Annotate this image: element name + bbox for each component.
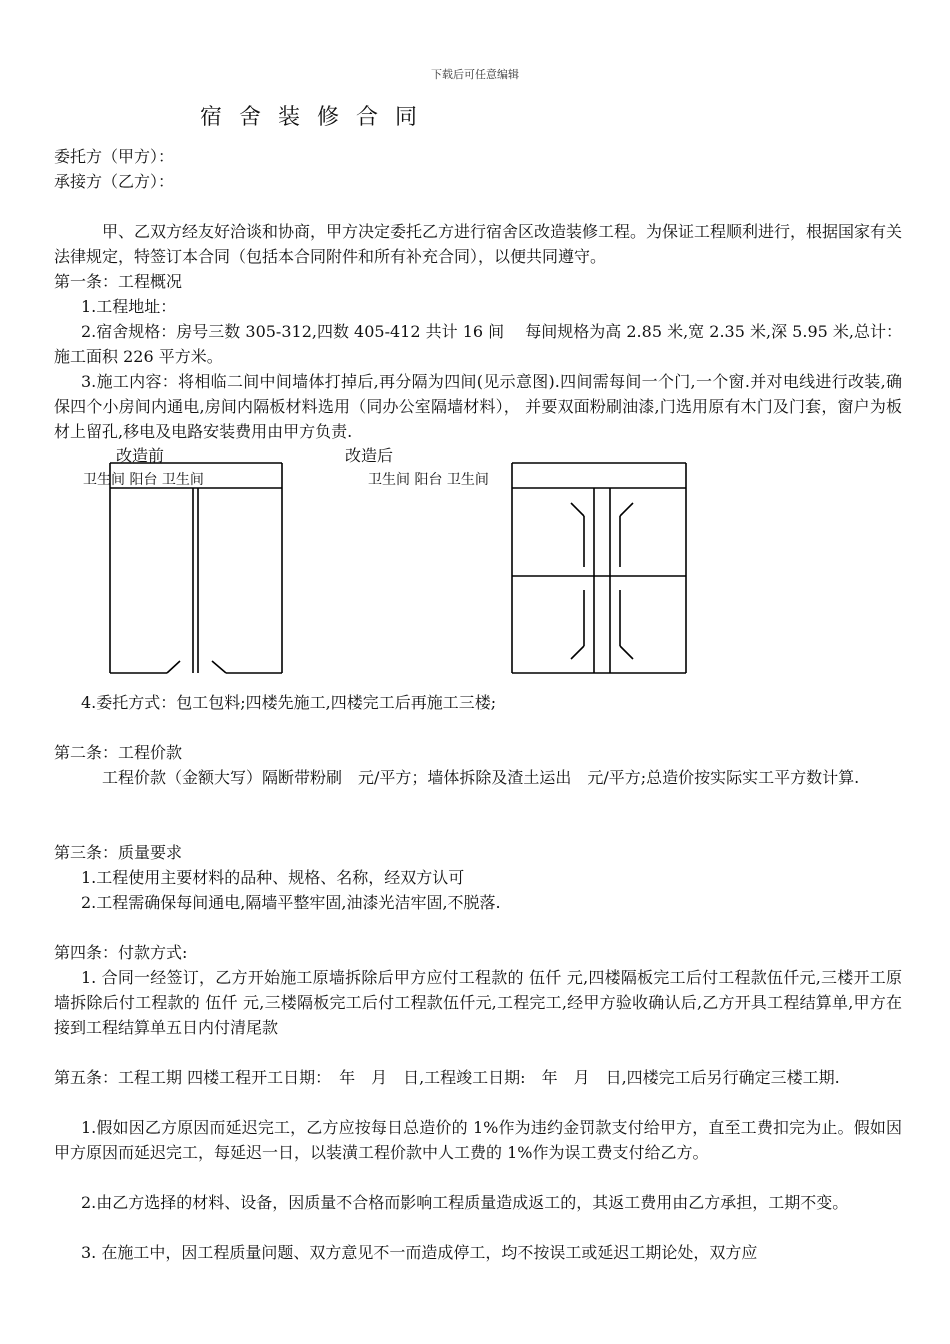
article-5-item-2: 2.由乙方选择的材料、设备，因质量不合格而影响工程质量造成返工的，其返工费用由乙方承担，工期不变。 [81,1193,849,1212]
diagram-before-room-labels: 卫生间 阳台 卫生间 [83,472,204,488]
after-door-lower-right-b [620,646,633,659]
article-2-heading: 第二条：工程价款 [54,743,183,762]
header-note: 下载后可任意编辑 [431,68,519,81]
article-1-item-4: 4.委托方式：包工包料;四楼先施工,四楼完工后再施工三楼; [81,693,497,712]
article-5-item-1: 1.假如因乙方原因而延迟完工，乙方应按每日总造价的 1%作为违约金罚款支付给甲方，直至工费扣完为止。假如因甲方原因而延迟完工，每延迟一日，以装潢工程价款中人工费的 1%作为误工费支付给乙方。 [54,1118,902,1162]
before-door-left [167,661,180,673]
article-5-item-3: 3. 在施工中，因工程质量问题、双方意见不一而造成停工，均不按误工或延迟工期论处，双方应 [81,1243,758,1262]
party-a-line: 委托方（甲方）： [54,147,175,166]
article-1-item-3: 3.施工内容：将相临二间中间墙体打掉后,再分隔为四间(见示意图).四间需每间一个门,一个窗.并对电线进行改装,确保四个小房间内通电,房间内隔板材料选用（同办公室隔墙材料）， 并要双面粉刷油漆,门选用原有木门及门套，窗户为板材上留孔,移电及电路安装费用由甲方负责. [54,372,902,441]
party-b-line: 承接方（乙方）： [54,172,175,191]
article-4-heading: 第四条：付款方式: [54,943,188,962]
diagram-after-label: 改造后 [345,446,394,465]
article-1-item-1: 1.工程地址： [81,297,177,316]
article-3-heading: 第三条：质量要求 [54,843,183,862]
article-3-item-1: 1.工程使用主要材料的品种、规格、名称，经双方认可 [81,868,465,887]
after-door-upper-right-a [620,503,633,516]
after-plan [512,463,686,673]
document-title: 宿舍装修合同 [200,105,435,130]
article-1-heading: 第一条：工程概况 [54,272,183,291]
article-4-item-1: 1. 合同一经签订，乙方开始施工原墙拆除后甲方应付工程款的 伍仟 元,四楼隔板完工后付工程款伍仟元,三楼开工原墙拆除后付工程款的 伍仟 元,三楼隔板完工后付工程款伍仟元,工程完工,经甲方验收确认后,乙方开具工程结算单,甲方在接到工程结算单五日内付清尾款 [54,968,902,1037]
diagram-before-label: 改造前 [116,446,165,465]
after-door-lower-left-b [571,646,584,659]
intro-paragraph: 甲、乙双方经友好洽谈和协商，甲方决定委托乙方进行宿舍区改造装修工程。为保证工程顺利进行，根据国家有关法律规定，特签订本合同（包括本合同附件和所有补充合同），以便共同遵守。 [54,222,903,266]
article-1-item-2: 2.宿舍规格：房号三数 305-312,四数 405-412 共计 16 间 每间规格为高 2.85 米,宽 2.35 米,深 5.95 米,总计：施工面积 226 平方米。 [54,322,902,366]
article-3-item-2: 2.工程需确保每间通电,隔墙平整牢固,油漆光洁牢固,不脱落. [81,893,501,912]
after-door-upper-left-a [571,503,584,516]
article-2-text: 工程价款（金额大写）隔断带粉刷 元/平方；墙体拆除及渣土运出 元/平方;总造价按实际实工平方数计算. [102,768,860,787]
before-door-right [212,661,226,673]
before-plan [110,463,282,673]
diagram-after-room-labels: 卫生间 阳台 卫生间 [368,472,489,488]
article-5-heading: 第五条：工程工期 四楼工程开工日期： 年 月 日,工程竣工日期: 年 月 日,四楼完工后另行确定三楼工期. [54,1068,840,1087]
